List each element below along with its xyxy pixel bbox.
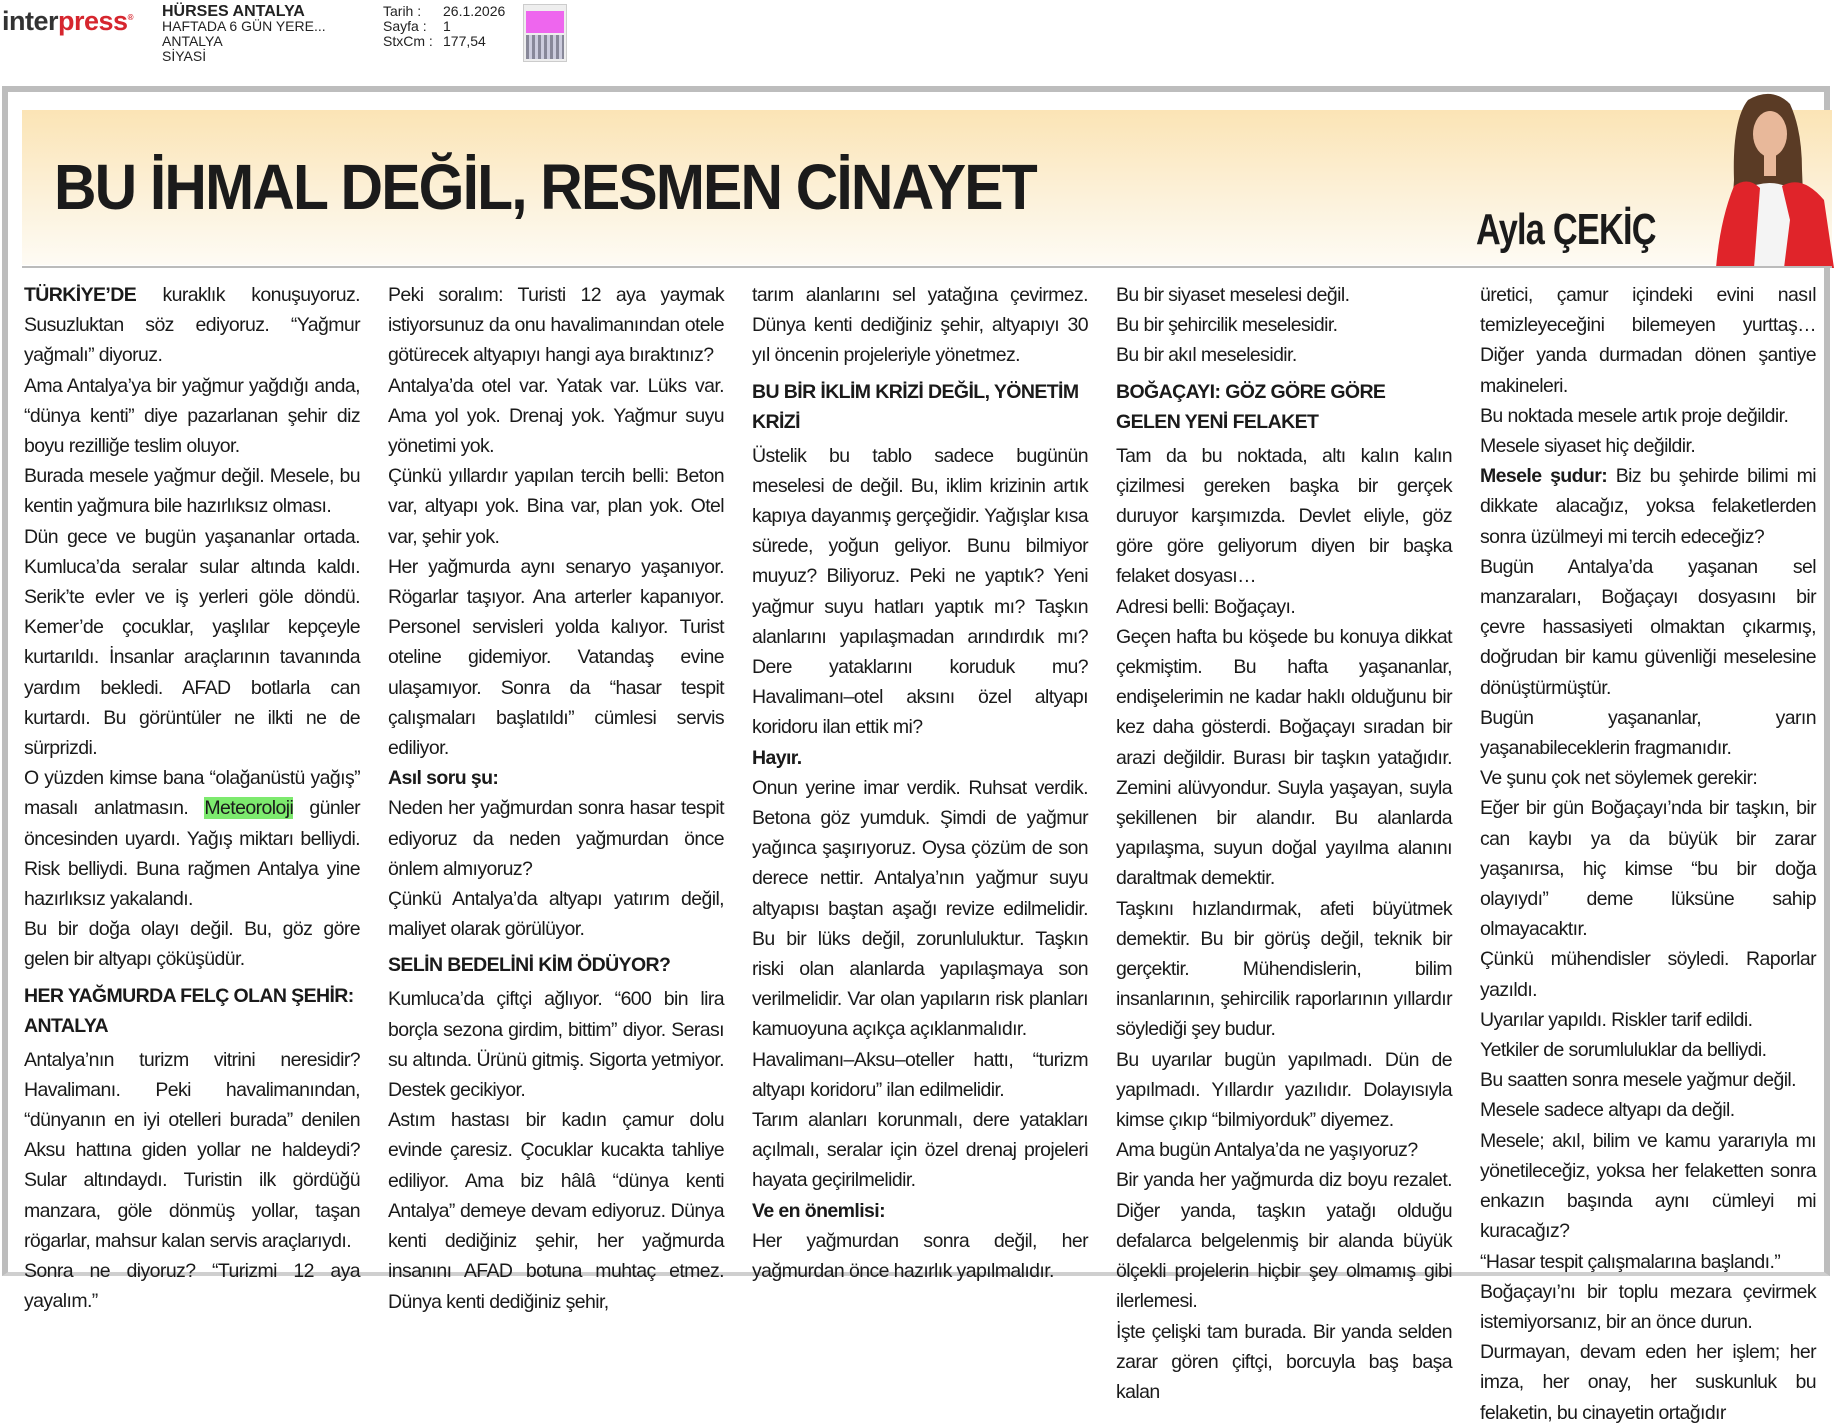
paragraph: Eğer bir gün Boğaçayı’nda bir taşkın, bir can kaybı ya da büyük bir zarar yaşanırsa, hiç kimse “bu bir doğa olayıydı” deme lüksüne sahip olmayacaktır.	[1480, 797, 1816, 941]
paragraph: Kumluca’da çiftçi ağlıyor. “600 bin lira borçla sezona girdim, bittim” diyor. Serası su altında. Ürünü gitmiş. Sigorta yetmiyor. Destek gecikiyor.	[388, 988, 724, 1102]
paragraph: İşte çelişki tam burada. Bir yanda selden zarar gören çiftçi, borcuyla baş başa kalan	[1116, 1320, 1452, 1403]
paragraph: Yetkiler de sorumluluklar da belliydi.	[1480, 1039, 1767, 1062]
publication-name: HÜRSES ANTALYA	[162, 3, 305, 20]
highlighted-keyword: Meteoroloji	[204, 797, 294, 820]
paragraph: Uyarılar yapıldı. Riskler tarif edildi.	[1480, 1008, 1753, 1031]
paragraph	[24, 280, 360, 371]
paragraph: Burada mesele yağmur değil. Mesele, bu kentin yağmura bile hazırlıksız olması.	[24, 465, 360, 518]
paragraph: Astım hastası bir kadın çamur dolu evinde çaresiz. Çocuklar kucakta tahliye ediliyor. Ama biz hâlâ “dünya kenti Antalya” demeye devam ediyoruz. Dünya kenti dediğiniz şehir, her yağmurda insanını AFAD botuna muhtaç etmez. Dünya kenti dediğiniz şehir,	[388, 1109, 724, 1313]
publication-info	[162, 4, 326, 64]
paragraph: Peki soralım: Turisti 12 aya yaymak istiyorsunuz da onu havalimanından otele götürecek altyapıyı hangi aya bıraktınız?	[388, 284, 724, 367]
paragraph: Ve şunu çok net söylemek gerekir:	[1480, 767, 1758, 790]
paragraph: Asıl soru şu:	[388, 767, 499, 790]
paragraph-text: kuraklık konuşuyoruz. Susuzluktan söz ediyoruz. “Yağmur yağmalı” diyoruz.	[24, 284, 360, 367]
paragraph: tarım alanlarını sel yatağına çevirmez. Dünya kenti dediğiniz şehir, altyapıyı 30 yıl öncenin projeleriyle yönetmez.	[752, 284, 1088, 367]
paragraph: Bu bir şehircilik meselesidir.	[1116, 314, 1338, 337]
paragraph: Bu bir siyaset meselesi değil.	[1116, 284, 1350, 306]
paragraph: Adresi belli: Boğaçayı.	[1116, 595, 1296, 618]
paragraph: Bu saatten sonra mesele yağmur değil.	[1480, 1069, 1796, 1092]
page-thumbnail[interactable]	[523, 4, 567, 62]
paragraph: üretici, çamur içindeki evini nasıl temizleyeceğini bilemeyen yurttaş… Diğer yanda durmadan dönen şantiye makineleri.	[1480, 284, 1816, 397]
paragraph: Tam da bu noktada, altı kalın kalın çizilmesi gereken başka bir gerçek duruyor karşımızda. Devlet eliyle, göz göre göre geliyorum diyen bir başka felaket dosyası…	[1116, 444, 1452, 588]
meta-date: Tarih : 26.1.2026	[383, 3, 506, 19]
paragraph: Dün gece ve bugün yaşananlar ortada. Kumluca’da seralar sular altında kaldı. Serik’te evler ve iş yerleri göle döndü. Kemer’de çocuklar, yaşlılar kepçeyle kurtarıldı. İnsanlar araçlarının tavanında yardım bekledi. AFAD botlarla can kurtardı. Bu görüntüler ne ilkti ne de sürprizdi.	[24, 525, 360, 760]
logo-part2: press	[58, 6, 128, 36]
article-body	[24, 280, 1816, 1424]
paragraph: Hayır.	[752, 746, 802, 769]
meta-page: Sayfa : 1	[383, 18, 451, 34]
section-subheading: HER YAĞMURDA FELÇ OLAN ŞEHİR: ANTALYA	[24, 984, 354, 1037]
author-byline: Ayla ÇEKİÇ	[1476, 205, 1656, 254]
paragraph: Geçen hafta bu köşede bu konuya dikkat çekmiştim. Bu hafta yaşananlar, endişelerimin ne kadar haklı olduğunu bir kez daha gösterdi. Boğaçayı sıradan bir arazi değildir. Burası bir taşkın yatağıdır. Zemini alüvyondur. Suyla yaşayan, suyla şekillenen bir alandır. Bu alanlarda yapılaşma, suyun doğal yayılma alanını daraltmak demektir.	[1116, 625, 1452, 890]
article-column	[1480, 280, 1816, 1424]
section-subheading: BOĞAÇAYI: GÖZ GÖRE GÖRE GELEN YENİ FELAKET	[1116, 380, 1386, 433]
paragraph: Bugün yaşananlar, yarın yaşanabileceklerin fragmanıdır.	[1480, 706, 1816, 760]
paragraph-lead: Mesele şudur:	[1480, 465, 1608, 488]
paragraph: Bir yanda her yağmurda diz boyu rezalet. Diğer yanda, taşkın yatağı olduğu defalarca belgelenmiş bir alanda büyük ölçekli projelerin hiçbir şey olmamış gibi ilerlemesi.	[1116, 1169, 1452, 1313]
paragraph: Her yağmurda aynı senaryo yaşanıyor. Rögarlar taşıyor. Ana arterler kapanıyor. Personel servisleri yolda kalıyor. Turist oteline gidemiyor. Vatandaş evine ulaşamıyor. Sonra da “hasar tespit çalışmaları başlatıldı” cümlesi servis ediliyor.	[388, 555, 724, 760]
publication-frequency: HAFTADA 6 GÜN YERE...	[162, 18, 326, 34]
article-column	[24, 280, 360, 1313]
paragraph	[24, 763, 360, 914]
paragraph: Tarım alanları korunmalı, dere yatakları açılmalı, seralar için özel drenaj projeleri hayata geçirilmelidir.	[752, 1109, 1088, 1192]
paragraph: Her yağmurdan sonra değil, her yağmurdan önce hazırlık yapılmalıdır.	[752, 1229, 1088, 1283]
paragraph: Mesele siyaset hiç değildir.	[1480, 435, 1696, 458]
clipping-meta	[383, 4, 505, 49]
paragraph: Havalimanı–Aksu–oteller hattı, “turizm altyapı koridoru” ilan edilmelidir.	[752, 1048, 1088, 1101]
paragraph: Bu noktada mesele artık proje değildir.	[1480, 404, 1789, 427]
headline-divider	[22, 266, 1832, 268]
article-column	[388, 280, 724, 1313]
author-portrait	[1698, 90, 1834, 268]
paragraph-text: O yüzden kimse bana “olağanüstü yağış” masalı anlatmasın.	[24, 767, 360, 820]
paragraph: Ve en önemlisi:	[752, 1199, 885, 1222]
publication-category: SİYASİ	[162, 48, 207, 64]
paragraph: Çünkü yıllardır yapılan tercih belli: Beton var, altyapı yok. Bina var, plan yok. Otel var, şehir yok.	[388, 465, 724, 548]
paragraph: Boğaçayı’nı bir toplu mezara çevirmek istemiyorsanız, bir an önce durun.	[1480, 1280, 1816, 1333]
paragraph: Sonra ne diyoruz? “Turizmi 12 aya yayalım.”	[24, 1260, 360, 1313]
paragraph: Bu uyarılar bugün yapılmadı. Dün de yapılmadı. Yıllardır yazılıdır. Dolayısıyla kimse çıkıp “bilmiyorduk” diyemez.	[1116, 1048, 1452, 1132]
paragraph: Üstelik bu tablo sadece bugünün meselesi de değil. Bu, iklim krizinin artık kapıya dayanmış gerçeğidir. Yağışlar kısa sürede, yoğun geliyor. Bunu bilmiyor muyuz? Biliyoruz. Peki ne yaptık? Yeni yağmur suyu hatları yaptık mı? Taşkın alanlarını yapılaşmadan arındırdık mı? Dere yataklarını koruduk mu? Havalimanı–otel aksını özel altyapı koridoru ilan ettik mi?	[752, 444, 1088, 739]
publication-region: ANTALYA	[162, 33, 223, 49]
paragraph-lead: TÜRKİYE’DE	[24, 284, 137, 306]
interpress-logo	[2, 6, 133, 37]
article-headline: BU İHMAL DEĞİL, RESMEN CİNAYET	[54, 151, 1036, 223]
meta-stxcm: StxCm : 177,54	[383, 33, 486, 49]
article-column	[1116, 280, 1452, 1403]
paragraph: Mesele; akıl, bilim ve kamu yararıyla mı yönetileceğiz, yoksa her felaketten sonra enkazın başında aynı cümleyi mi kuracağız?	[1480, 1129, 1816, 1243]
paragraph: Antalya’da otel var. Yatak var. Lüks var. Ama yol yok. Drenaj yok. Yağmur suyu yönetimi yok.	[388, 374, 724, 458]
paragraph: Çünkü Antalya’da altyapı yatırım değil, maliyet olarak görülüyor.	[388, 888, 724, 941]
paragraph: Antalya’nın turizm vitrini neresidir? Havalimanı. Peki havalimanından, “dünyanın en iyi otelleri burada” denilen Aksu hattına giden yollar ne haldeydi? Sular altındaydı. Turistin ilk gördüğü manzara, göle dönmüş yollar, taşan rögarlar, mahsur kalan servis araçlarıydı.	[24, 1048, 360, 1252]
clipping-header	[0, 0, 1840, 88]
paragraph: Ama bugün Antalya’da ne yaşıyoruz?	[1116, 1139, 1418, 1162]
paragraph: Bu bir doğa olayı değil. Bu, göz göre gelen bir altyapı çöküşüdür.	[24, 918, 360, 971]
section-subheading: BU BİR İKLİM KRİZİ DEĞİL, YÖNETİM KRİZİ	[752, 380, 1079, 433]
paragraph: Bugün Antalya’da yaşanan sel manzaraları, Boğaçayı dosyasını bir çevre hassasiyeti olmaktan çıkarmış, doğrudan bir kamu güvenliği meselesine dönüştürmüştür.	[1480, 555, 1816, 699]
paragraph-text: Biz bu şehirde bilimi mi dikkate alacağız, yoksa felaketlerden sonra üzülmeyi mi tercih edeceğiz?	[1480, 465, 1816, 548]
paragraph-text: günler öncesinden uyardı. Yağış miktarı belliydi. Risk belliydi. Buna rağmen Antalya yine hazırlıksız yakalandı.	[24, 797, 360, 911]
paragraph: Neden her yağmurdan sonra hasar tespit ediyoruz da neden yağmurdan önce önlem almıyoruz?	[388, 797, 724, 880]
paragraph	[1480, 461, 1816, 552]
paragraph: Durmayan, devam eden her işlem; her imza, her onay, her suskunluk bu felaketin, bu cinayetin ortağıdır	[1480, 1341, 1816, 1424]
article-column	[752, 280, 1088, 1283]
paragraph: Mesele sadece altyapı da değil.	[1480, 1099, 1735, 1122]
paragraph: “Hasar tespit çalışmalarına başlandı.”	[1480, 1250, 1781, 1273]
paragraph: Ama Antalya’ya bir yağmur yağdığı anda, “dünya kenti” diye pazarlanan şehir diz boyu rezilliğe teslim oluyor.	[24, 374, 360, 458]
paragraph: Bu bir akıl meselesidir.	[1116, 344, 1297, 367]
section-subheading: SELİN BEDELİNİ KİM ÖDÜYOR?	[388, 954, 671, 977]
logo-part1: inter	[2, 6, 59, 36]
registered-icon: ®	[127, 13, 133, 22]
paragraph: Çünkü mühendisler söyledi. Raporlar yazıldı.	[1480, 948, 1816, 1001]
paragraph: Onun yerine imar verdik. Ruhsat verdik. Betona göz yumduk. Şimdi de yağmur yağınca şaşırıyoruz. Oysa çözüm de son derece nettir. Antalya’nın yağmur suyu altyapısı baştan aşağı revize edilmelidir. Bu bir lüks değil, zorunluluktur. Taşkın riski olan alanlarda yapılaşmaya son verilmelidir. Var olan yapıların risk planları kamuoyuna açıkça açıklanmalıdır.	[752, 776, 1088, 1041]
paragraph: Taşkını hızlandırmak, afeti büyütmek demektir. Bu bir görüş değil, teknik bir gerçektir. Mühendislerin, bilim insanlarının, şehircilik raporlarının yıllardır söylediği şey budur.	[1116, 897, 1452, 1041]
